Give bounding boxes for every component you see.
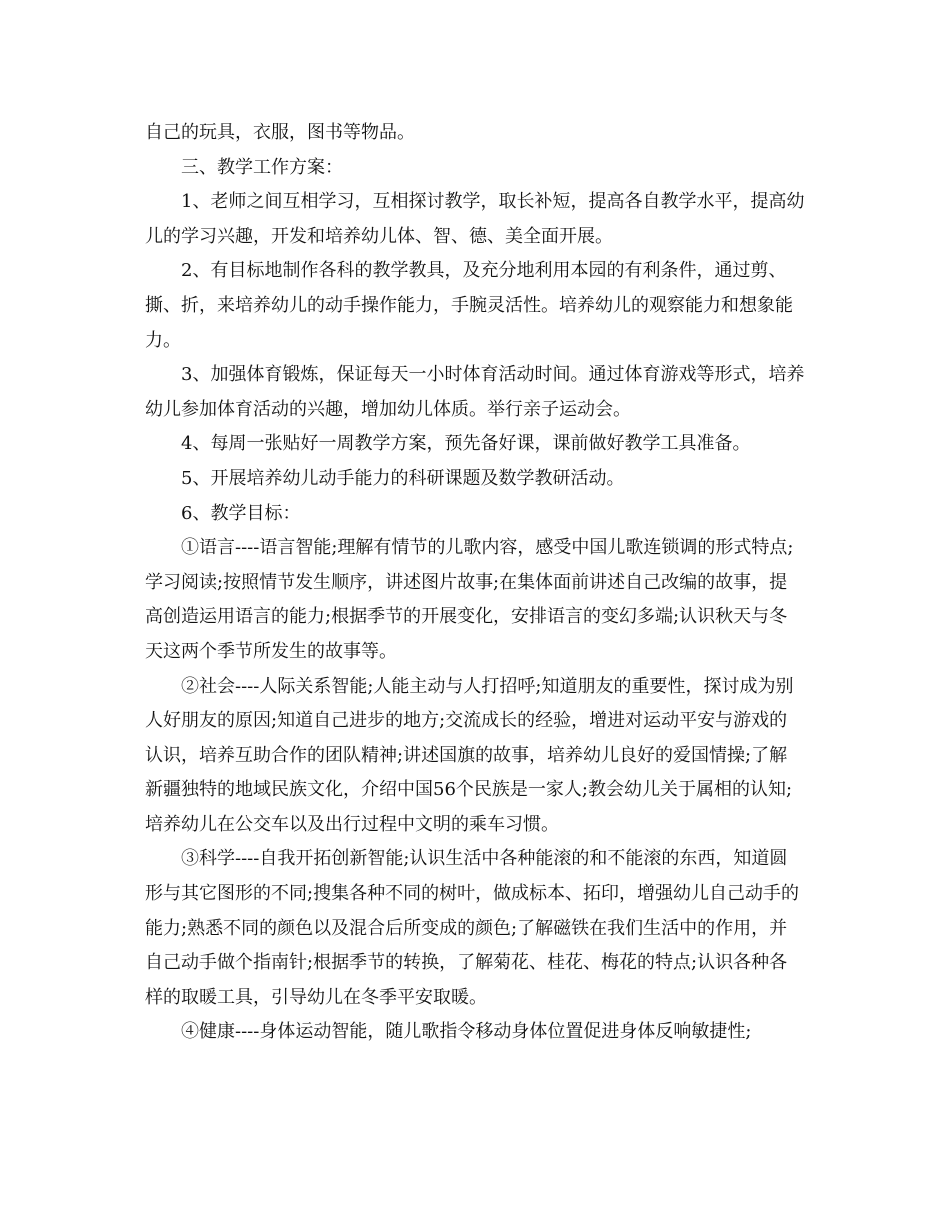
goal-society: ②社会----人际关系智能;人能主动与人打招呼;知道朋友的重要性，探讨成为别人好朋友的原因;知道自己进步的地方;交流成长的经验，增进对运动平安与游戏的认识，培养互助合作的团队精神;讲述国旗的故事，培养幼儿良好的爱国情操;了解新疆独特的地域民族文化，介绍中国56个民族是一家人;教会幼儿关于属相的认知;培养幼儿在公交车以及出行过程中文明的乘车习惯。 [145,675,794,835]
list-item-1: 1、老师之间互相学习，互相探讨教学，取长补短，提高各自教学水平，提高幼儿的学习兴趣，开发和培养幼儿体、智、德、美全面开展。 [145,191,805,247]
list-item-4: 4、每周一张贴好一周教学方案，预先备好课，课前做好教学工具准备。 [181,433,751,455]
document-body [145,116,805,1050]
list-item-6: 6、教学目标： [181,502,301,524]
list-item-2: 2、有目标地制作各科的教学教具，及充分地利用本园的有利条件，通过剪、撕、折，来培养幼儿的动手操作能力，手腕灵活性。培养幼儿的观察能力和想象能力。 [145,260,793,351]
goal-language: ①语言----语言智能;理解有情节的儿歌内容，感受中国儿歌连锁调的形式特点;学习阅读;按照情节发生顺序，讲述图片故事;在集体面前讲述自己改编的故事，提高创造运用语言的能力;根据季节的开展变化，安排语言的变幻多端;认识秋天与冬天这两个季节所发生的故事等。 [145,537,794,662]
paragraph-continuation: 自己的玩具，衣服，图书等物品。 [145,122,415,143]
goal-science: ③科学----自我开拓创新智能;认识生活中各种能滚的和不能滚的东西，知道圆形与其它图形的不同;搜集各种不同的树叶，做成标本、拓印，增强幼儿自己动手的能力;熟悉不同的颜色以及混合后所变成的颜色;了解磁铁在我们生活中的作用，并自己动手做个指南针;根据季节的转换，了解菊花、桂花、梅花的特点;认识各种各样的取暖工具，引导幼儿在冬季平安取暖。 [145,848,800,1008]
list-item-5: 5、开展培养幼儿动手能力的科研课题及数学教研活动。 [181,467,625,489]
list-item-3: 3、加强体育锻炼，保证每天一小时体育活动时间。通过体育游戏等形式，培养幼儿参加体育活动的兴趣，增加幼儿体质。举行亲子运动会。 [145,364,805,420]
section-heading-teaching-plan: 三、教学工作方案： [181,156,343,178]
goal-health: ④健康----身体运动智能，随儿歌指令移动身体位置促进身体反响敏捷性; [181,1021,752,1043]
